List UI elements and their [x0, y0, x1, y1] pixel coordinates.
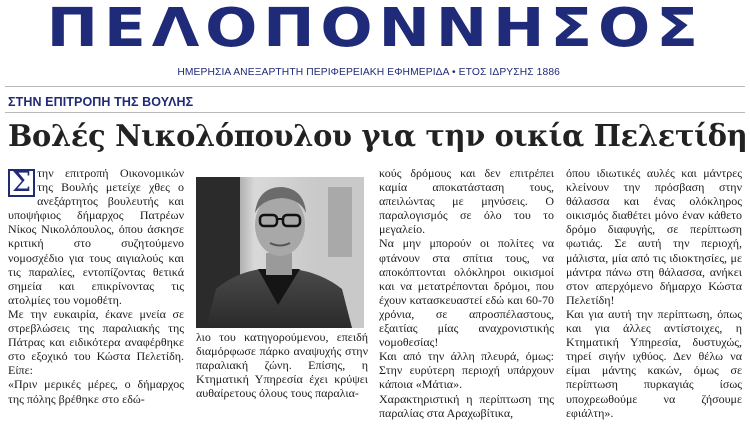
newspaper-subtitle: ΗΜΕΡΗΣΙΑ ΑΝΕΞΑΡΤΗΤΗ ΠΕΡΙΦΕΡΕΙΑΚΗ ΕΦΗΜΕΡΙΔΑ • ΕΤΟΣ ΙΔΡΥΣΗΣ 1886: [177, 67, 560, 78]
article-paragraph: Και από την άλλη πλευρά, όμως: Στην ευρύτερη περιοχή υπάρχουν κάποια «Μάτια».: [379, 349, 554, 392]
masthead-divider: [5, 86, 745, 87]
drop-cap: Σ: [8, 169, 35, 197]
section-label: ΣΤΗΝ ΕΠΙΤΡΟΠΗ ΤΗΣ ΒΟΥΛΗΣ: [8, 95, 194, 109]
article-column-4: [566, 166, 742, 424]
article-paragraph: Να μην μπορούν οι πολίτες να φτάνουν στα σπίτια τους, να αποκόπτονται ολόκληροι οικισμοί και να μετατρέπονται δρόμοι, που έχουν κατασκευαστεί εδώ και 60-70 χρόνια, σε απροσπέλαστους, εξαιτίας μίας αναχρονιστικής νομοθεσίας!: [379, 236, 554, 350]
article-headline: Βολές Νικολόπουλου για την οικία Πελετίδη: [8, 119, 748, 154]
article-column-2: [196, 330, 368, 424]
article-paragraph: όπου ιδιωτικές αυλές και μάντρες κλείνουν την πρόσβαση στην θάλασσα και ένας ολόκληρος οικισμός διαθέτει μόνο έναν κάθετο δρόμο διαφυγής, σε περίπτωση φωτιάς. Σε αυτή την περιοχή, μάλιστα, μία από τις ιδιοκτησίες, με μάντρα πάνω στη θάλασσα, ανήκει στον απερχόμενο δήμαρχο Κώστα Πελετίδη!: [566, 166, 742, 307]
section-divider: [5, 112, 745, 113]
article-paragraph: Χαρακτηριστική η περίπτωση της παραλίας στα Αραχωβίτικα,: [379, 391, 554, 420]
masthead: [0, 0, 750, 58]
newspaper-title: ΠΕΛΟΠΟΝΝΗΣΟΣ: [46, 0, 704, 59]
article-paragraph: κούς δρόμους και δεν επιτρέπει καμία αποκατάσταση τους, απειλώντας με μηνύσεις. Ο παραλογισμός σε όλο του το μεγαλείο.: [379, 166, 554, 237]
article-column-3: [379, 166, 554, 424]
article-paragraph: «Πριν μερικές μέρες, ο δήμαρχος της πόλης βρέθηκε στο εδώ-: [8, 377, 184, 406]
article-paragraph: λιο του κατηγορούμενου, επειδή διαμόρφωσε πάρκο αναψυχής στην παραλιακή ζώνη. Επίσης, η Κτηματική Υπηρεσία έχει κρύψει αυθαίρετους όλους τους παραλια-: [196, 330, 368, 401]
article-column-1: [8, 166, 184, 424]
article-paragraph: την επιτροπή Οικονομικών της Βουλής μετείχε χθες ο ανεξάρτητος βουλευτής και υποψήφιος δήμαρχος Πατρέων Νίκος Νικολόπουλος, όπου άσκησε κριτική στο συζητούμενο νομοσχέδιο για τους αιγιαλούς και τις παραλίες, εντοπίζοντας θετικά σημεία και επικρίνοντας τις ατολμίες του νομοθέτη.: [8, 166, 184, 307]
article-paragraph: Με την ευκαιρία, έκανε μνεία σε στρεβλώσεις της παραλιακής της Πάτρας και ειδικότερα αναφέρθηκε στο εξοχικό του Κώστα Πελετίδη. Είπε:: [8, 306, 184, 378]
article-photo: [196, 177, 364, 328]
article-paragraph: Και για αυτή την περίπτωση, όπως και για άλλες αντίστοιχες, η Κτηματική Υπηρεσία, δυστυχώς, τηρεί σιγήν ιχθύος. Δεν θέλω να είμαι μάντης κακών, όμως σε περίπτωση πυρκαγιάς ίσως υποχρεωθούμε να ζήσουμε εφιάλτη».: [566, 306, 742, 420]
portrait-image: [196, 177, 364, 328]
